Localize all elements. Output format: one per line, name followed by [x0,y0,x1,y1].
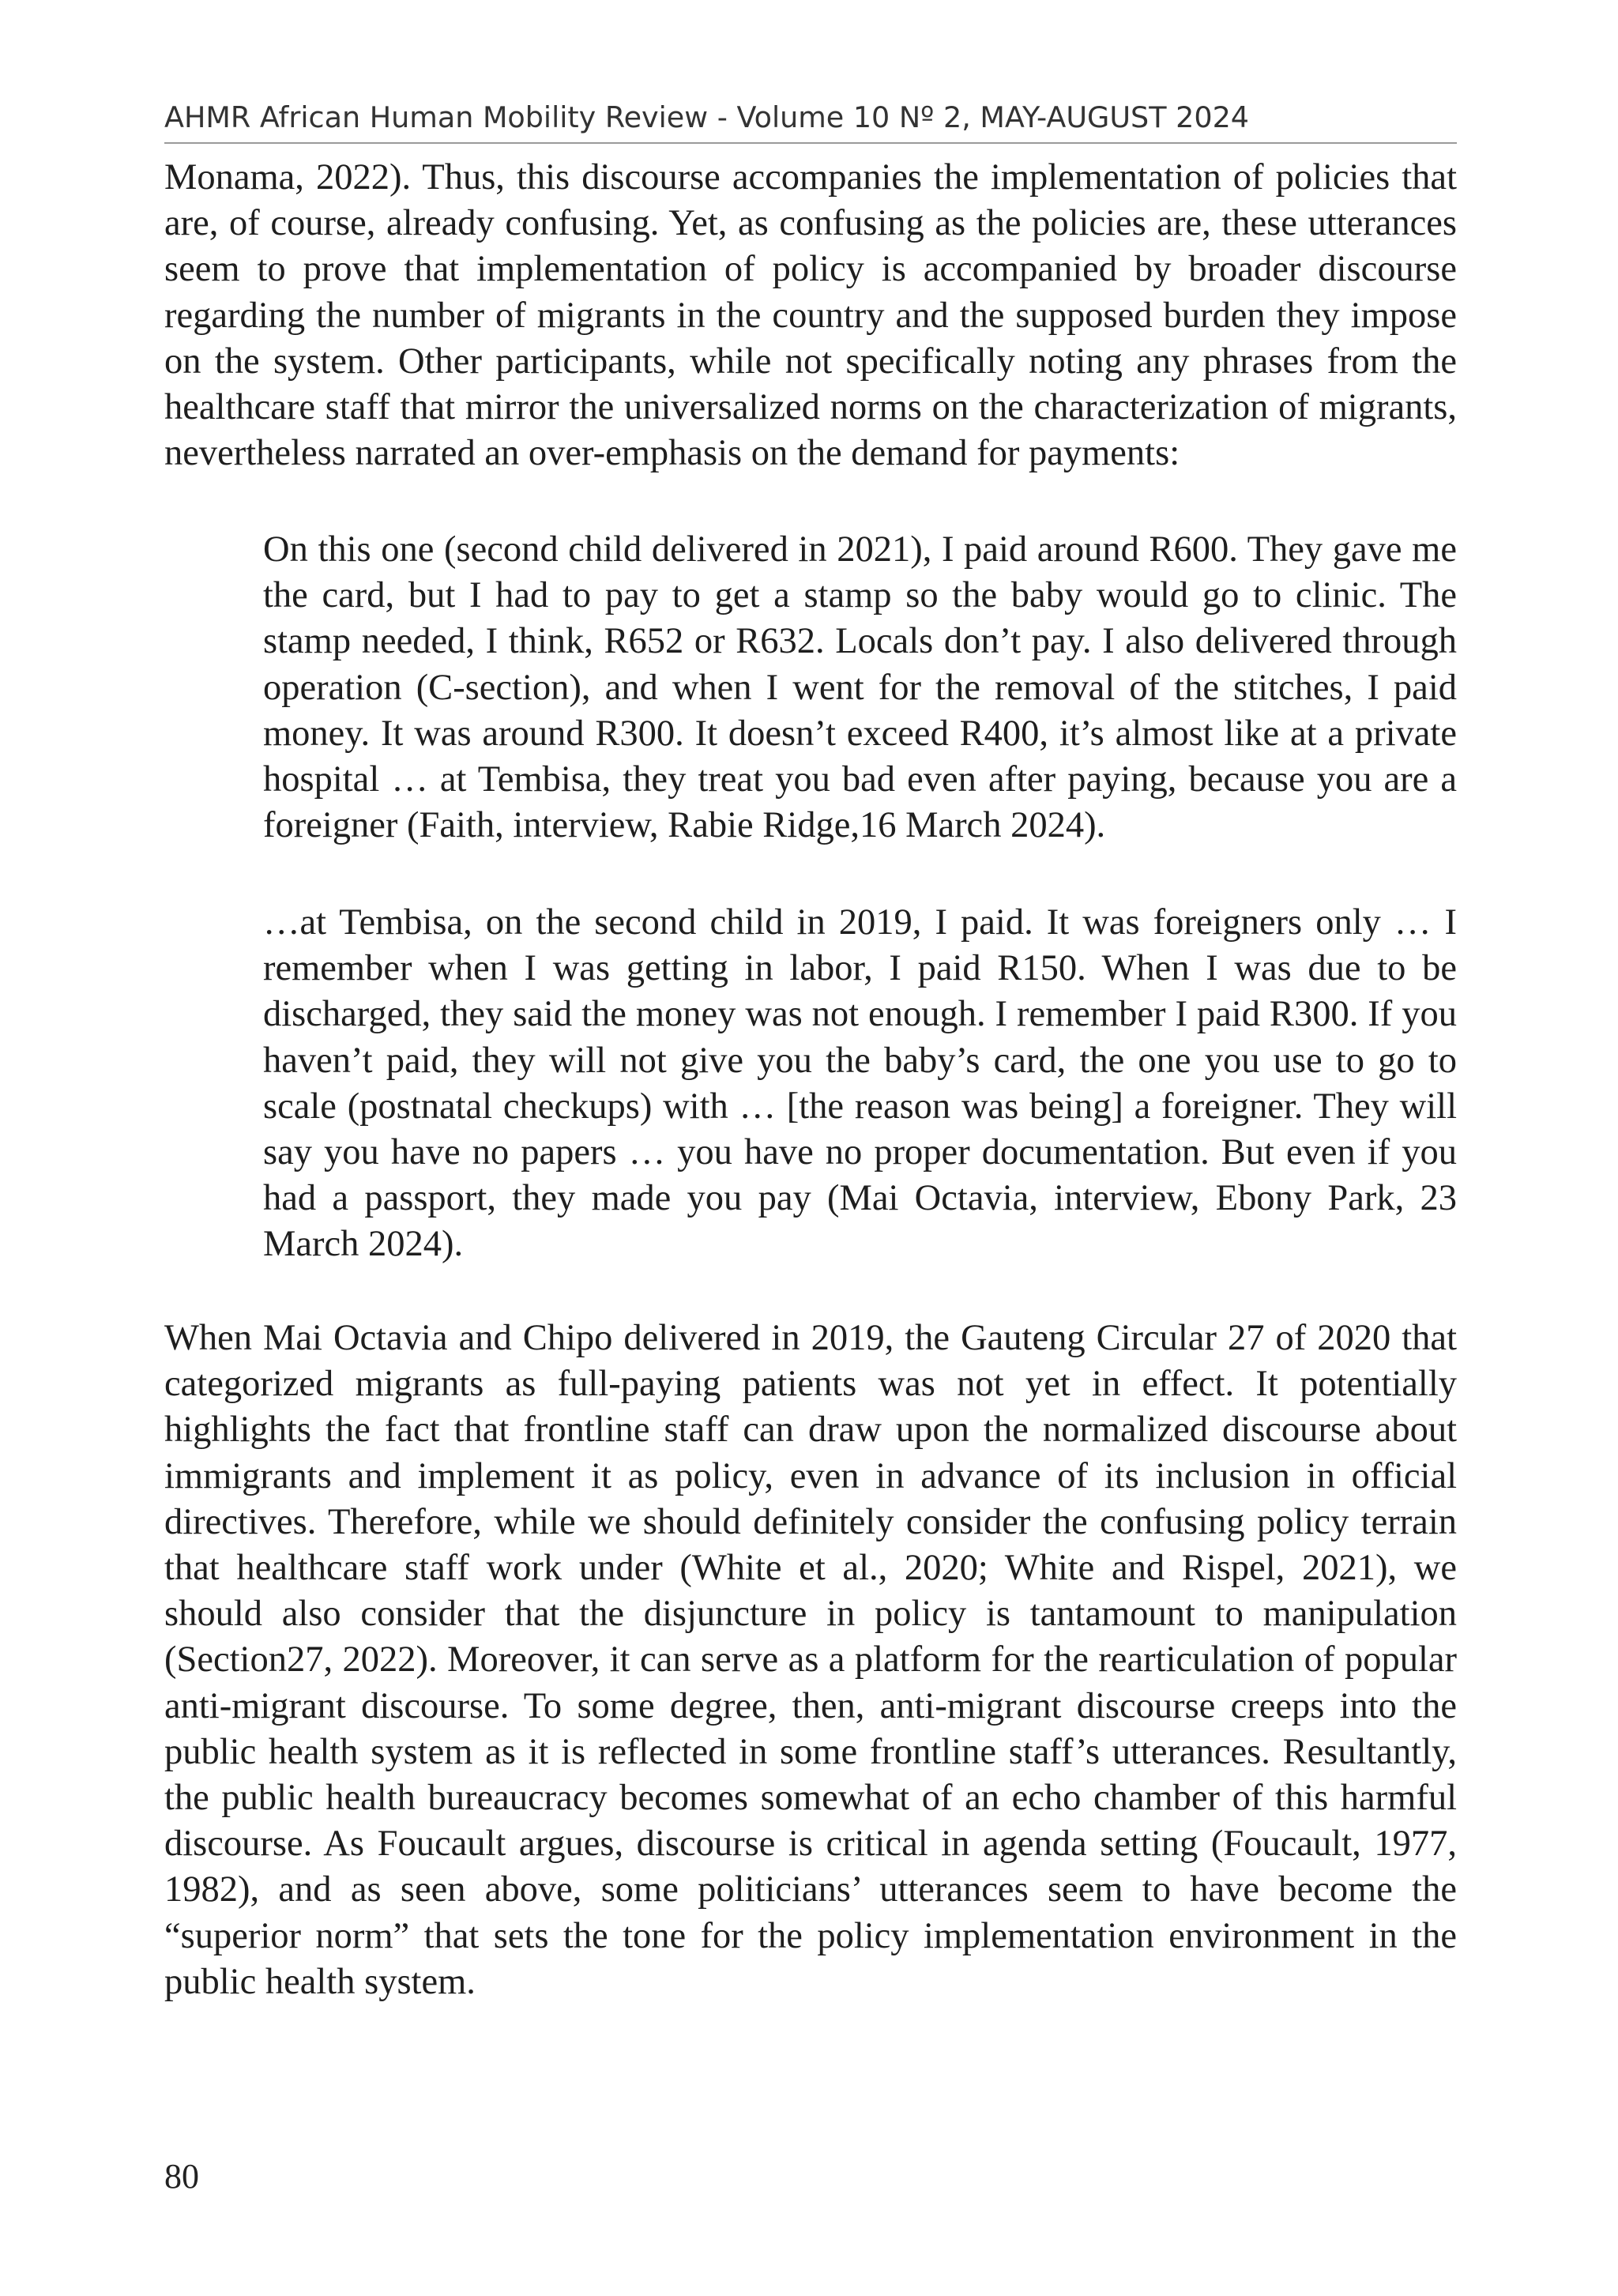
body-paragraph-1: Monama, 2022). Thus, this discourse accompanies the implementation of policies that are, of course, already confusing. Yet, as confusing as the policies are, these utterances seem to prove that implementation of policy is accompanied by broader discourse regarding the number of migrants in the country and the supposed burden they impose on the system. Other participants, while not specifically noting any phrases from the healthcare staff that mirror the universalized norms on the characterization of migrants, nevertheless narrated an over-emphasis on the demand for payments: [164,157,1457,474]
header-divider [164,142,1457,144]
page-number: 80 [164,2157,199,2196]
body-paragraph-2: When Mai Octavia and Chipo delivered in 2019, the Gauteng Circular 27 of 2020 that categorized migrants as full-paying patients was not yet in effect. It potentially highlights the fact that frontline staff can draw upon the normalized discourse about immigrants and implement it as policy, even in advance of its inclusion in official directives. Therefore, while we should definitely consider the confusing policy terrain that healthcare staff work under (White et al., 2020; White and Rispel, 2021), we should also consider that the disjuncture in policy is tantamount to manipulation (Section27, 2022). Moreover, it can serve as a platform for the rearticulation of popular anti-migrant discourse. To some degree, then, anti-migrant discourse creeps into the public health system as it is reflected in some frontline staff’s utterances. Resultantly, the public health bureaucracy becomes somewhat of an echo chamber of this harmful discourse. As Foucault argues, discourse is critical in agenda setting (Foucault, 1977, 1982), and as seen above, some politicians’ utterances seem to have become the “superior norm” that sets the tone for the policy implementation environment in the public health system. [164,1318,1457,2002]
block-quote-2: …at Tembisa, on the second child in 2019, I paid. It was foreigners only … I remember when I was getting in labor, I paid R150. When I was due to be discharged, they said the money was not enough. I remember I paid R300. If you haven’t paid, they will not give you the baby’s card, the one you use to go to scale (postnatal checkups) with … [the reason was being] a foreigner. They will say you have no papers … you have no proper documentation. But even if you had a passport, they made you pay (Mai Octavia, interview, Ebony Park, 23 March 2024). [263,902,1457,1265]
block-quote-1: On this one (second child delivered in 2021), I paid around R600. They gave me the card, but I had to pay to get a stamp so the baby would go to clinic. The stamp needed, I think, R652 or R632. Locals don’t pay. I also delivered through operation (C-section), and when I went for the removal of the stitches, I paid money. It was around R300. It doesn’t exceed R400, it’s almost like at a private hospital … at Tembisa, they treat you bad even after paying, because you are a foreigner (Faith, interview, Rabie Ridge,16 March 2024). [263,529,1457,846]
running-header: AHMR African Human Mobility Review - Volume 10 Nº 2, MAY-AUGUST 2024 [164,100,1250,134]
